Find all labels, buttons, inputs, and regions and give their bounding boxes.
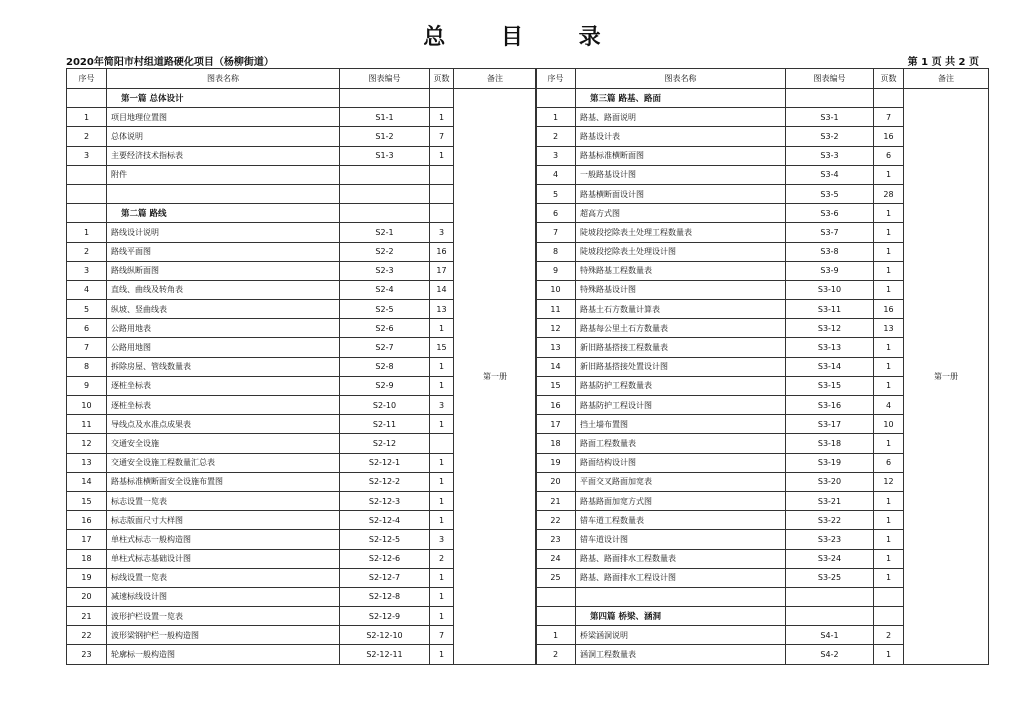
project-name: 2020年简阳市村组道路硬化项目（杨柳街道） (66, 57, 274, 68)
row-pages: 3 (430, 223, 454, 242)
row-no: 7 (536, 223, 576, 242)
row-no: 1 (67, 223, 107, 242)
row-code: S2-12-9 (340, 607, 430, 626)
row-no: 23 (67, 645, 107, 664)
row-name: 总体说明 (107, 127, 340, 146)
table-header (67, 69, 537, 89)
row-no: 19 (536, 453, 576, 472)
row-no: 2 (67, 127, 107, 146)
row-pages: 1 (430, 453, 454, 472)
row-pages: 1 (874, 280, 904, 299)
row-no: 21 (67, 607, 107, 626)
row-no: 6 (67, 319, 107, 338)
row-no: 3 (67, 261, 107, 280)
row-code: S3-20 (786, 472, 874, 491)
row-code: S2-12-5 (340, 530, 430, 549)
row-name: 特殊路基工程数量表 (576, 261, 786, 280)
table-header (536, 69, 989, 89)
row-pages: 13 (874, 319, 904, 338)
row-name: 错车道工程数量表 (576, 511, 786, 530)
row-no: 24 (536, 549, 576, 568)
section-title: 第二篇 路线 (107, 204, 340, 223)
row-code (340, 204, 430, 223)
row-no: 25 (536, 568, 576, 587)
row-pages: 1 (430, 587, 454, 606)
title-char: 目 (500, 25, 523, 50)
row-name: 路基防护工程设计图 (576, 396, 786, 415)
row-no: 15 (536, 376, 576, 395)
row-code: S4-2 (786, 645, 874, 664)
row-name: 波形护栏设置一览表 (107, 607, 340, 626)
row-code: S3-10 (786, 280, 874, 299)
row-pages: 1 (874, 549, 904, 568)
row-no: 19 (67, 568, 107, 587)
row-no: 9 (67, 376, 107, 395)
header-remark: 备注 (454, 69, 537, 89)
row-pages: 1 (430, 357, 454, 376)
row-code: S3-7 (786, 223, 874, 242)
row-name: 陡坡段挖除表土处理工程数量表 (576, 223, 786, 242)
title-char: 总 (423, 25, 446, 50)
row-no: 8 (67, 357, 107, 376)
row-pages: 4 (874, 396, 904, 415)
row-no: 20 (67, 587, 107, 606)
row-name: 路基标准横断面安全设施布置图 (107, 472, 340, 491)
row-code: S2-12-4 (340, 511, 430, 530)
row-code: S2-12-11 (340, 645, 430, 664)
row-name: 交通安全设施 (107, 434, 340, 453)
row-name: 超高方式图 (576, 204, 786, 223)
row-code: S2-1 (340, 223, 430, 242)
table-row (536, 89, 989, 108)
row-code: S2-11 (340, 415, 430, 434)
row-pages: 1 (874, 434, 904, 453)
row-no (536, 607, 576, 626)
row-code: S3-16 (786, 396, 874, 415)
row-no: 16 (536, 396, 576, 415)
row-name (107, 184, 340, 203)
row-name: 路基每公里土石方数量表 (576, 319, 786, 338)
row-no: 12 (536, 319, 576, 338)
row-name: 单柱式标志一般构造图 (107, 530, 340, 549)
row-code: S2-2 (340, 242, 430, 261)
row-no: 1 (536, 626, 576, 645)
row-pages (430, 204, 454, 223)
row-no: 11 (536, 300, 576, 319)
row-code (786, 89, 874, 108)
row-name: 逐桩坐标表 (107, 396, 340, 415)
row-no: 17 (536, 415, 576, 434)
row-pages: 16 (874, 300, 904, 319)
row-no: 2 (536, 645, 576, 664)
row-name: 公路用地表 (107, 319, 340, 338)
row-name: 直线、曲线及转角表 (107, 280, 340, 299)
row-code: S3-15 (786, 376, 874, 395)
row-pages: 1 (874, 645, 904, 664)
header-remark: 备注 (904, 69, 989, 89)
row-code: S1-2 (340, 127, 430, 146)
row-pages: 7 (430, 626, 454, 645)
row-name: 陡坡段挖除表土处理设计图 (576, 242, 786, 261)
row-code: S3-19 (786, 453, 874, 472)
row-name: 逐桩坐标表 (107, 376, 340, 395)
row-no (536, 89, 576, 108)
row-no (67, 184, 107, 203)
section-title: 第三篇 路基、路面 (576, 89, 786, 108)
row-no: 14 (67, 472, 107, 491)
row-pages: 6 (874, 146, 904, 165)
row-no: 2 (536, 127, 576, 146)
row-name: 纵坡、竖曲线表 (107, 300, 340, 319)
row-code: S2-3 (340, 261, 430, 280)
row-pages: 1 (874, 242, 904, 261)
row-pages: 7 (430, 127, 454, 146)
header-no: 序号 (67, 69, 107, 89)
row-pages: 16 (874, 127, 904, 146)
row-pages: 1 (430, 376, 454, 395)
row-code: S3-25 (786, 568, 874, 587)
row-name: 标志版面尺寸大样图 (107, 511, 340, 530)
row-name: 路基防护工程数量表 (576, 376, 786, 395)
row-no: 18 (536, 434, 576, 453)
row-name: 导线点及水准点成果表 (107, 415, 340, 434)
row-code: S3-14 (786, 357, 874, 376)
page-info: 第 1 页 共 2 页 (907, 57, 979, 68)
row-pages: 14 (430, 280, 454, 299)
row-code: S2-9 (340, 376, 430, 395)
row-pages: 1 (430, 511, 454, 530)
row-no: 4 (536, 165, 576, 184)
row-code (786, 607, 874, 626)
header-name: 图表名称 (576, 69, 786, 89)
row-code: S3-9 (786, 261, 874, 280)
row-no (67, 165, 107, 184)
row-name: 路面结构设计图 (576, 453, 786, 472)
row-pages: 1 (430, 415, 454, 434)
row-code: S2-12-3 (340, 491, 430, 510)
row-code: S3-3 (786, 146, 874, 165)
row-name: 桥梁涵洞说明 (576, 626, 786, 645)
row-code: S2-7 (340, 338, 430, 357)
row-code: S2-12-10 (340, 626, 430, 645)
header-name: 图表名称 (107, 69, 340, 89)
row-no: 15 (67, 491, 107, 510)
row-code: S3-12 (786, 319, 874, 338)
row-pages: 17 (430, 261, 454, 280)
row-code: S2-5 (340, 300, 430, 319)
row-pages: 3 (430, 396, 454, 415)
row-pages: 12 (874, 472, 904, 491)
row-no: 10 (67, 396, 107, 415)
row-pages: 10 (874, 415, 904, 434)
row-pages: 1 (874, 511, 904, 530)
row-no: 2 (67, 242, 107, 261)
row-code: S2-12-1 (340, 453, 430, 472)
row-name: 单柱式标志基础设计图 (107, 549, 340, 568)
row-code: S3-6 (786, 204, 874, 223)
row-name: 路基横断面设计图 (576, 184, 786, 203)
row-pages: 1 (874, 261, 904, 280)
row-no: 5 (67, 300, 107, 319)
row-name: 一般路基设计图 (576, 165, 786, 184)
row-no: 16 (67, 511, 107, 530)
row-no: 21 (536, 491, 576, 510)
row-code: S3-11 (786, 300, 874, 319)
row-pages: 1 (430, 146, 454, 165)
row-name: 拆除房屋、管线数量表 (107, 357, 340, 376)
row-pages (874, 89, 904, 108)
row-pages: 16 (430, 242, 454, 261)
row-pages: 1 (874, 165, 904, 184)
row-no (67, 204, 107, 223)
row-name: 轮廓标一般构造图 (107, 645, 340, 664)
row-name: 路基标准横断面图 (576, 146, 786, 165)
row-pages (874, 607, 904, 626)
row-no: 12 (67, 434, 107, 453)
row-name: 路基路面加宽方式图 (576, 491, 786, 510)
row-name: 路基、路面说明 (576, 108, 786, 127)
row-no (536, 587, 576, 606)
row-no: 22 (67, 626, 107, 645)
row-code: S3-5 (786, 184, 874, 203)
row-name: 路线纵断面图 (107, 261, 340, 280)
row-pages: 1 (874, 530, 904, 549)
row-code: S1-1 (340, 108, 430, 127)
row-code: S3-21 (786, 491, 874, 510)
section-title: 第一篇 总体设计 (107, 89, 340, 108)
row-code: S3-4 (786, 165, 874, 184)
row-name: 公路用地图 (107, 338, 340, 357)
row-name (576, 587, 786, 606)
row-code: S3-1 (786, 108, 874, 127)
row-name: 交通安全设施工程数量汇总表 (107, 453, 340, 472)
row-no: 23 (536, 530, 576, 549)
row-code: S2-12-7 (340, 568, 430, 587)
row-code: S3-22 (786, 511, 874, 530)
header-no: 序号 (536, 69, 576, 89)
row-no: 8 (536, 242, 576, 261)
row-code: S2-8 (340, 357, 430, 376)
row-no: 13 (67, 453, 107, 472)
index-table-right (535, 68, 989, 665)
row-name: 平面交叉路面加宽表 (576, 472, 786, 491)
row-code: S2-6 (340, 319, 430, 338)
row-pages: 1 (874, 223, 904, 242)
row-name: 涵洞工程数量表 (576, 645, 786, 664)
row-name: 错车道设计图 (576, 530, 786, 549)
row-name: 主要经济技术指标表 (107, 146, 340, 165)
row-pages: 7 (874, 108, 904, 127)
row-name: 路基设计表 (576, 127, 786, 146)
section-title: 第四篇 桥梁、涵洞 (576, 607, 786, 626)
row-pages: 28 (874, 184, 904, 203)
row-no: 20 (536, 472, 576, 491)
row-no: 7 (67, 338, 107, 357)
row-code: S2-12 (340, 434, 430, 453)
remark-cell: 第一册 (454, 89, 537, 665)
row-name: 特殊路基设计图 (576, 280, 786, 299)
row-pages: 1 (874, 376, 904, 395)
row-pages: 3 (430, 530, 454, 549)
row-pages: 1 (874, 357, 904, 376)
row-pages: 1 (874, 204, 904, 223)
row-pages: 1 (430, 108, 454, 127)
row-pages: 1 (430, 491, 454, 510)
row-pages: 1 (874, 491, 904, 510)
row-pages: 2 (874, 626, 904, 645)
row-name: 路线平面图 (107, 242, 340, 261)
row-pages (874, 587, 904, 606)
row-no: 11 (67, 415, 107, 434)
row-name: 新旧路基搭接工程数量表 (576, 338, 786, 357)
row-code: S2-12-8 (340, 587, 430, 606)
row-code: S2-4 (340, 280, 430, 299)
row-no: 9 (536, 261, 576, 280)
row-pages: 1 (430, 568, 454, 587)
row-code: S3-17 (786, 415, 874, 434)
row-no: 18 (67, 549, 107, 568)
row-name: 路基、路面排水工程设计图 (576, 568, 786, 587)
row-pages: 1 (430, 645, 454, 664)
row-no: 10 (536, 280, 576, 299)
row-code (786, 587, 874, 606)
row-pages: 1 (874, 338, 904, 357)
row-code (340, 89, 430, 108)
header-pages: 页数 (430, 69, 454, 89)
header-code: 图表编号 (340, 69, 430, 89)
row-pages: 15 (430, 338, 454, 357)
title-char: 录 (578, 25, 601, 50)
row-code: S3-8 (786, 242, 874, 261)
row-pages: 1 (430, 472, 454, 491)
row-pages (430, 89, 454, 108)
row-code: S3-24 (786, 549, 874, 568)
header-code: 图表编号 (786, 69, 874, 89)
row-code: S3-13 (786, 338, 874, 357)
header-pages: 页数 (874, 69, 904, 89)
row-no: 5 (536, 184, 576, 203)
row-no: 1 (67, 108, 107, 127)
remark-cell: 第一册 (904, 89, 989, 665)
row-no: 13 (536, 338, 576, 357)
row-no (67, 89, 107, 108)
row-no: 4 (67, 280, 107, 299)
row-no: 6 (536, 204, 576, 223)
row-name: 附件 (107, 165, 340, 184)
row-pages: 1 (874, 568, 904, 587)
row-name: 挡土墙布置图 (576, 415, 786, 434)
row-pages: 1 (430, 607, 454, 626)
row-name: 新旧路基搭接处置设计图 (576, 357, 786, 376)
row-no: 3 (536, 146, 576, 165)
row-code: S3-2 (786, 127, 874, 146)
page-title (0, 20, 1024, 51)
row-code: S2-12-2 (340, 472, 430, 491)
row-code: S1-3 (340, 146, 430, 165)
row-pages (430, 434, 454, 453)
row-name: 路线设计说明 (107, 223, 340, 242)
row-name: 项目地理位置图 (107, 108, 340, 127)
row-name: 标线设置一览表 (107, 568, 340, 587)
row-name: 路基、路面排水工程数量表 (576, 549, 786, 568)
row-no: 14 (536, 357, 576, 376)
row-code (340, 184, 430, 203)
row-code: S3-18 (786, 434, 874, 453)
row-name: 减速标线设计图 (107, 587, 340, 606)
row-name: 路面工程数量表 (576, 434, 786, 453)
row-name: 标志设置一览表 (107, 491, 340, 510)
row-pages: 6 (874, 453, 904, 472)
table-row (67, 89, 537, 108)
row-code (340, 165, 430, 184)
row-name: 波形梁钢护栏一般构造图 (107, 626, 340, 645)
row-code: S3-23 (786, 530, 874, 549)
row-pages (430, 165, 454, 184)
row-code: S2-12-6 (340, 549, 430, 568)
row-name: 路基土石方数量计算表 (576, 300, 786, 319)
row-no: 17 (67, 530, 107, 549)
row-pages: 13 (430, 300, 454, 319)
row-pages: 2 (430, 549, 454, 568)
row-code: S4-1 (786, 626, 874, 645)
row-code: S2-10 (340, 396, 430, 415)
row-no: 1 (536, 108, 576, 127)
row-pages (430, 184, 454, 203)
row-pages: 1 (430, 319, 454, 338)
index-table-left (66, 68, 537, 665)
row-no: 22 (536, 511, 576, 530)
row-no: 3 (67, 146, 107, 165)
